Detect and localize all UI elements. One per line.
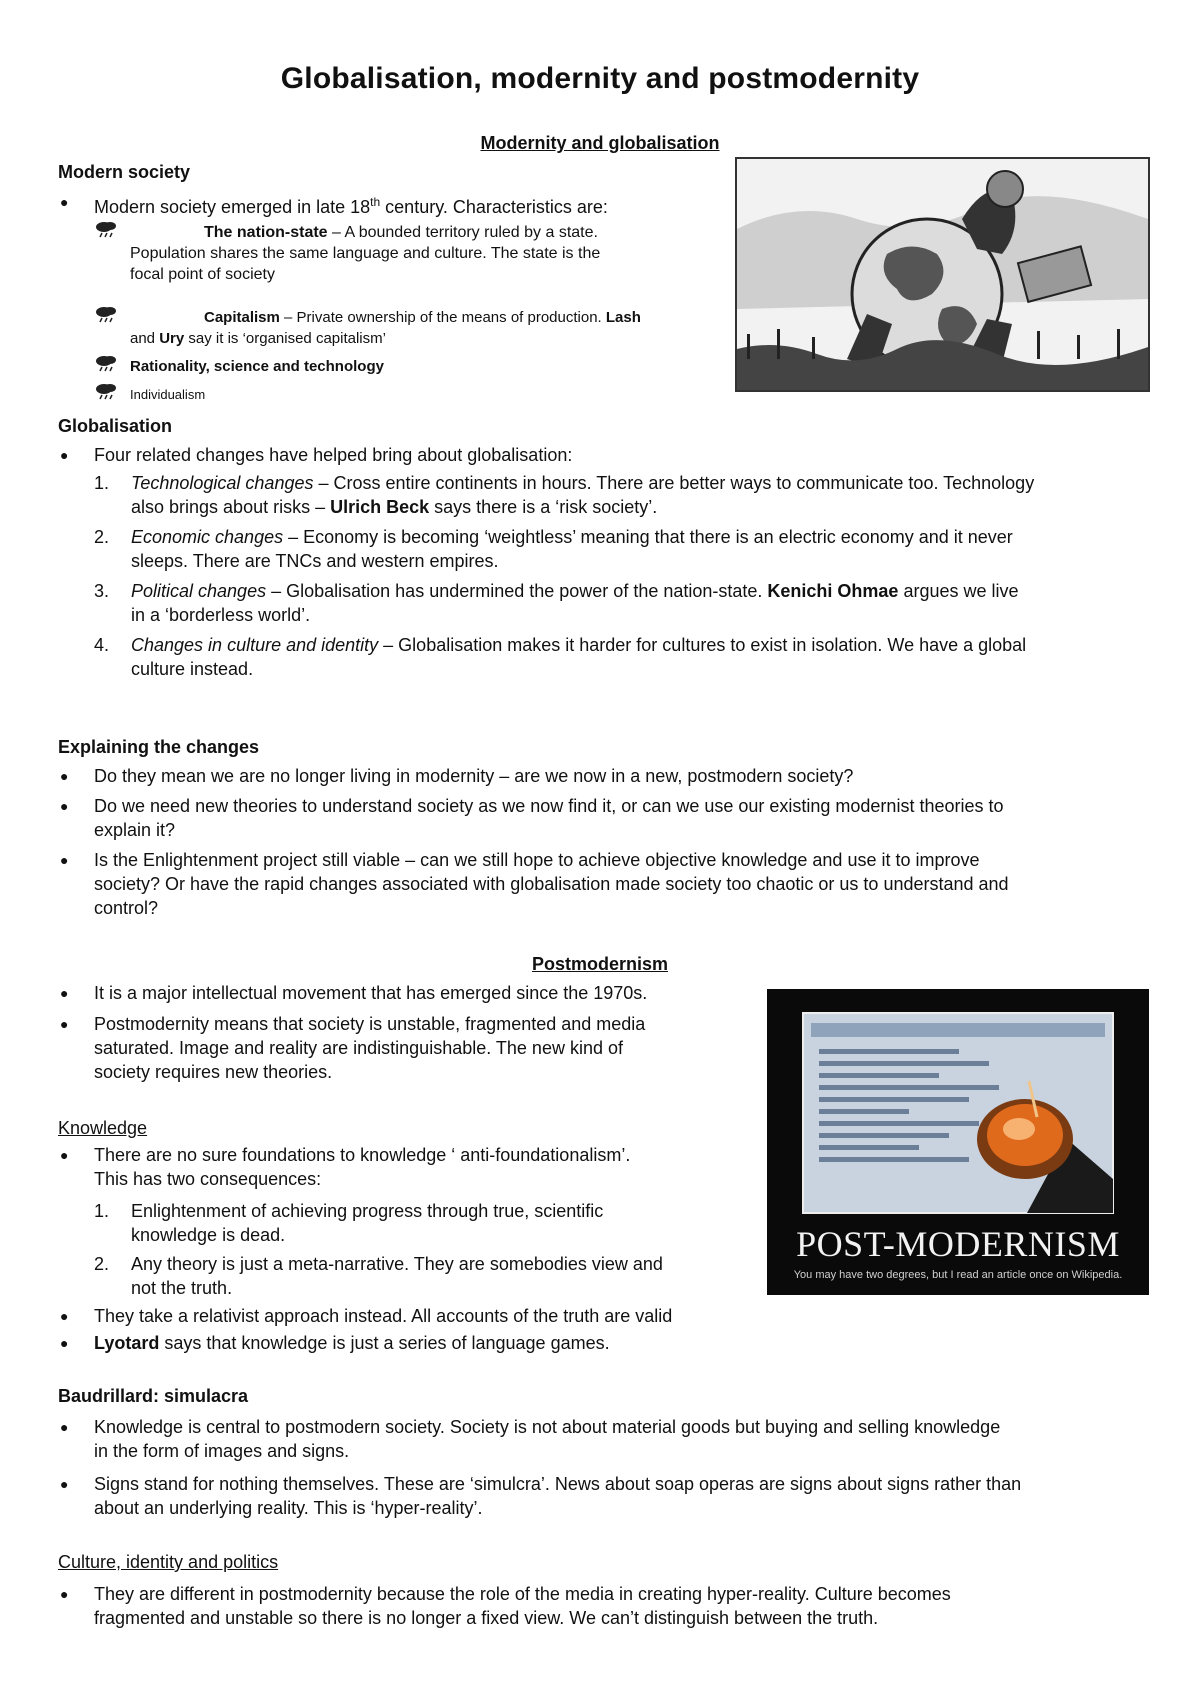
list-item: ● Knowledge is central to postmodern society. Society is not about material goods but buying and selling knowledge in the form of images and signs. [60, 1417, 1001, 1461]
storm-cloud-icon [94, 220, 120, 240]
sub-item-individualism: Individualism [94, 384, 714, 405]
list-item: ● Modern society emerged in late 18th century. Characteristics are: [58, 190, 748, 219]
postmodernism-poster-image [767, 989, 1149, 1295]
sub-item-nation-state: The nation-state – A bounded territory ruled by a state. Population shares the same language and culture. The state is the focal point of society [94, 222, 714, 285]
heading-culture-identity-politics: Culture, identity and politics [58, 1552, 279, 1572]
numbered-item: 1. Enlightenment of achieving progress through true, scientific knowledge is dead. [94, 1201, 604, 1245]
bullet-icon: ● [60, 1308, 69, 1324]
list-item: ● It is a major intellectual movement that has emerged since the 1970s. [60, 983, 648, 1003]
storm-cloud-icon [94, 354, 120, 374]
list-item: ● Do they mean we are no longer living in modernity – are we now in a new, postmodern society? [60, 766, 854, 786]
list-item: ● Is the Enlightenment project still viable – can we still hope to achieve objective knowledge and use it to improve society? Or have the rapid changes associated with globalisation made society too chaotic or us to understand and control? [60, 850, 1009, 918]
globalisation-cartoon-image [735, 157, 1150, 392]
list-item: ● They are different in postmodernity because the role of the media in creating hyper-reality. Culture becomes fragmented and unstable so there is no longer a fixed view. We can’t distinguish between the truth. [60, 1584, 951, 1628]
bullet-icon: ● [60, 1147, 69, 1163]
storm-cloud-icon [94, 382, 120, 402]
poster-title: POST-MODERNISM [796, 1224, 1120, 1264]
sub-item-rationality: Rationality, science and technology [94, 356, 714, 377]
poster-caption: You may have two degrees, but I read an article once on Wikipedia. [793, 1269, 1123, 1281]
bullet-icon: ● [60, 1476, 69, 1492]
heading-globalisation: Globalisation [58, 416, 173, 436]
list-item: ● Lyotard says that knowledge is just a series of language games. [60, 1333, 610, 1353]
bullet-icon: ● [60, 447, 69, 463]
list-item: ● They take a relativist approach instead. All accounts of the truth are valid [60, 1306, 673, 1326]
bullet-icon: ● [60, 194, 69, 210]
section-heading-postmodernism: Postmodernism [531, 954, 669, 974]
storm-cloud-icon [94, 305, 120, 325]
section-heading-modernity: Modernity and globalisation [480, 133, 720, 153]
heading-knowledge: Knowledge [58, 1118, 148, 1138]
page-title: Globalisation, modernity and postmodernity [280, 62, 920, 95]
bullet-icon: ● [60, 852, 69, 868]
list-item: ● Signs stand for nothing themselves. These are ‘simulcra’. News about soap operas are signs about signs rather than about an underlying reality. This is ‘hyper-reality’. [60, 1474, 1022, 1518]
heading-explaining-changes: Explaining the changes [58, 737, 260, 757]
list-item: ● Postmodernity means that society is unstable, fragmented and media saturated. Image and reality are indistinguishable. The new kind of society requires new theories. [60, 1014, 646, 1082]
list-item: ● Four related changes have helped bring about globalisation: [60, 445, 573, 465]
bullet-icon: ● [60, 768, 69, 784]
list-item: ● There are no sure foundations to knowledge ‘ anti-foundationalism’. This has two consequences: [60, 1145, 631, 1189]
numbered-item: 1. Technological changes – Cross entire continents in hours. There are better ways to communicate too. Technology also brings about risks – Ulrich Beck says there is a ‘risk society’. [94, 473, 1035, 517]
bullet-icon: ● [60, 985, 69, 1001]
bullet-icon: ● [60, 1419, 69, 1435]
numbered-item: 2. Any theory is just a meta-narrative. They are somebodies view and not the truth. [94, 1254, 663, 1298]
bullet-icon: ● [60, 1016, 69, 1032]
sub-item-capitalism: Capitalism – Private ownership of the means of production. Lash and Ury say it is ‘organised capitalism’ [94, 307, 714, 349]
cartoon-illustration [737, 159, 1148, 390]
heading-baudrillard: Baudrillard: simulacra [58, 1386, 249, 1406]
numbered-item: 4. Changes in culture and identity – Globalisation makes it harder for cultures to exist in isolation. We have a global culture instead. [94, 635, 1027, 679]
bullet-icon: ● [60, 1586, 69, 1602]
bullet-icon: ● [60, 798, 69, 814]
list-item: ● Do we need new theories to understand society as we now find it, or can we use our existing modernist theories to explain it? [60, 796, 1004, 840]
numbered-item: 2. Economic changes – Economy is becoming ‘weightless’ meaning that there is an electric economy and it never sleeps. There are TNCs and western empires. [94, 527, 1013, 571]
heading-modern-society: Modern society [58, 162, 191, 182]
numbered-item: 3. Political changes – Globalisation has undermined the power of the nation-state. Kenichi Ohmae argues we live in a ‘borderless world’. [94, 581, 1019, 625]
bullet-icon: ● [60, 1335, 69, 1351]
